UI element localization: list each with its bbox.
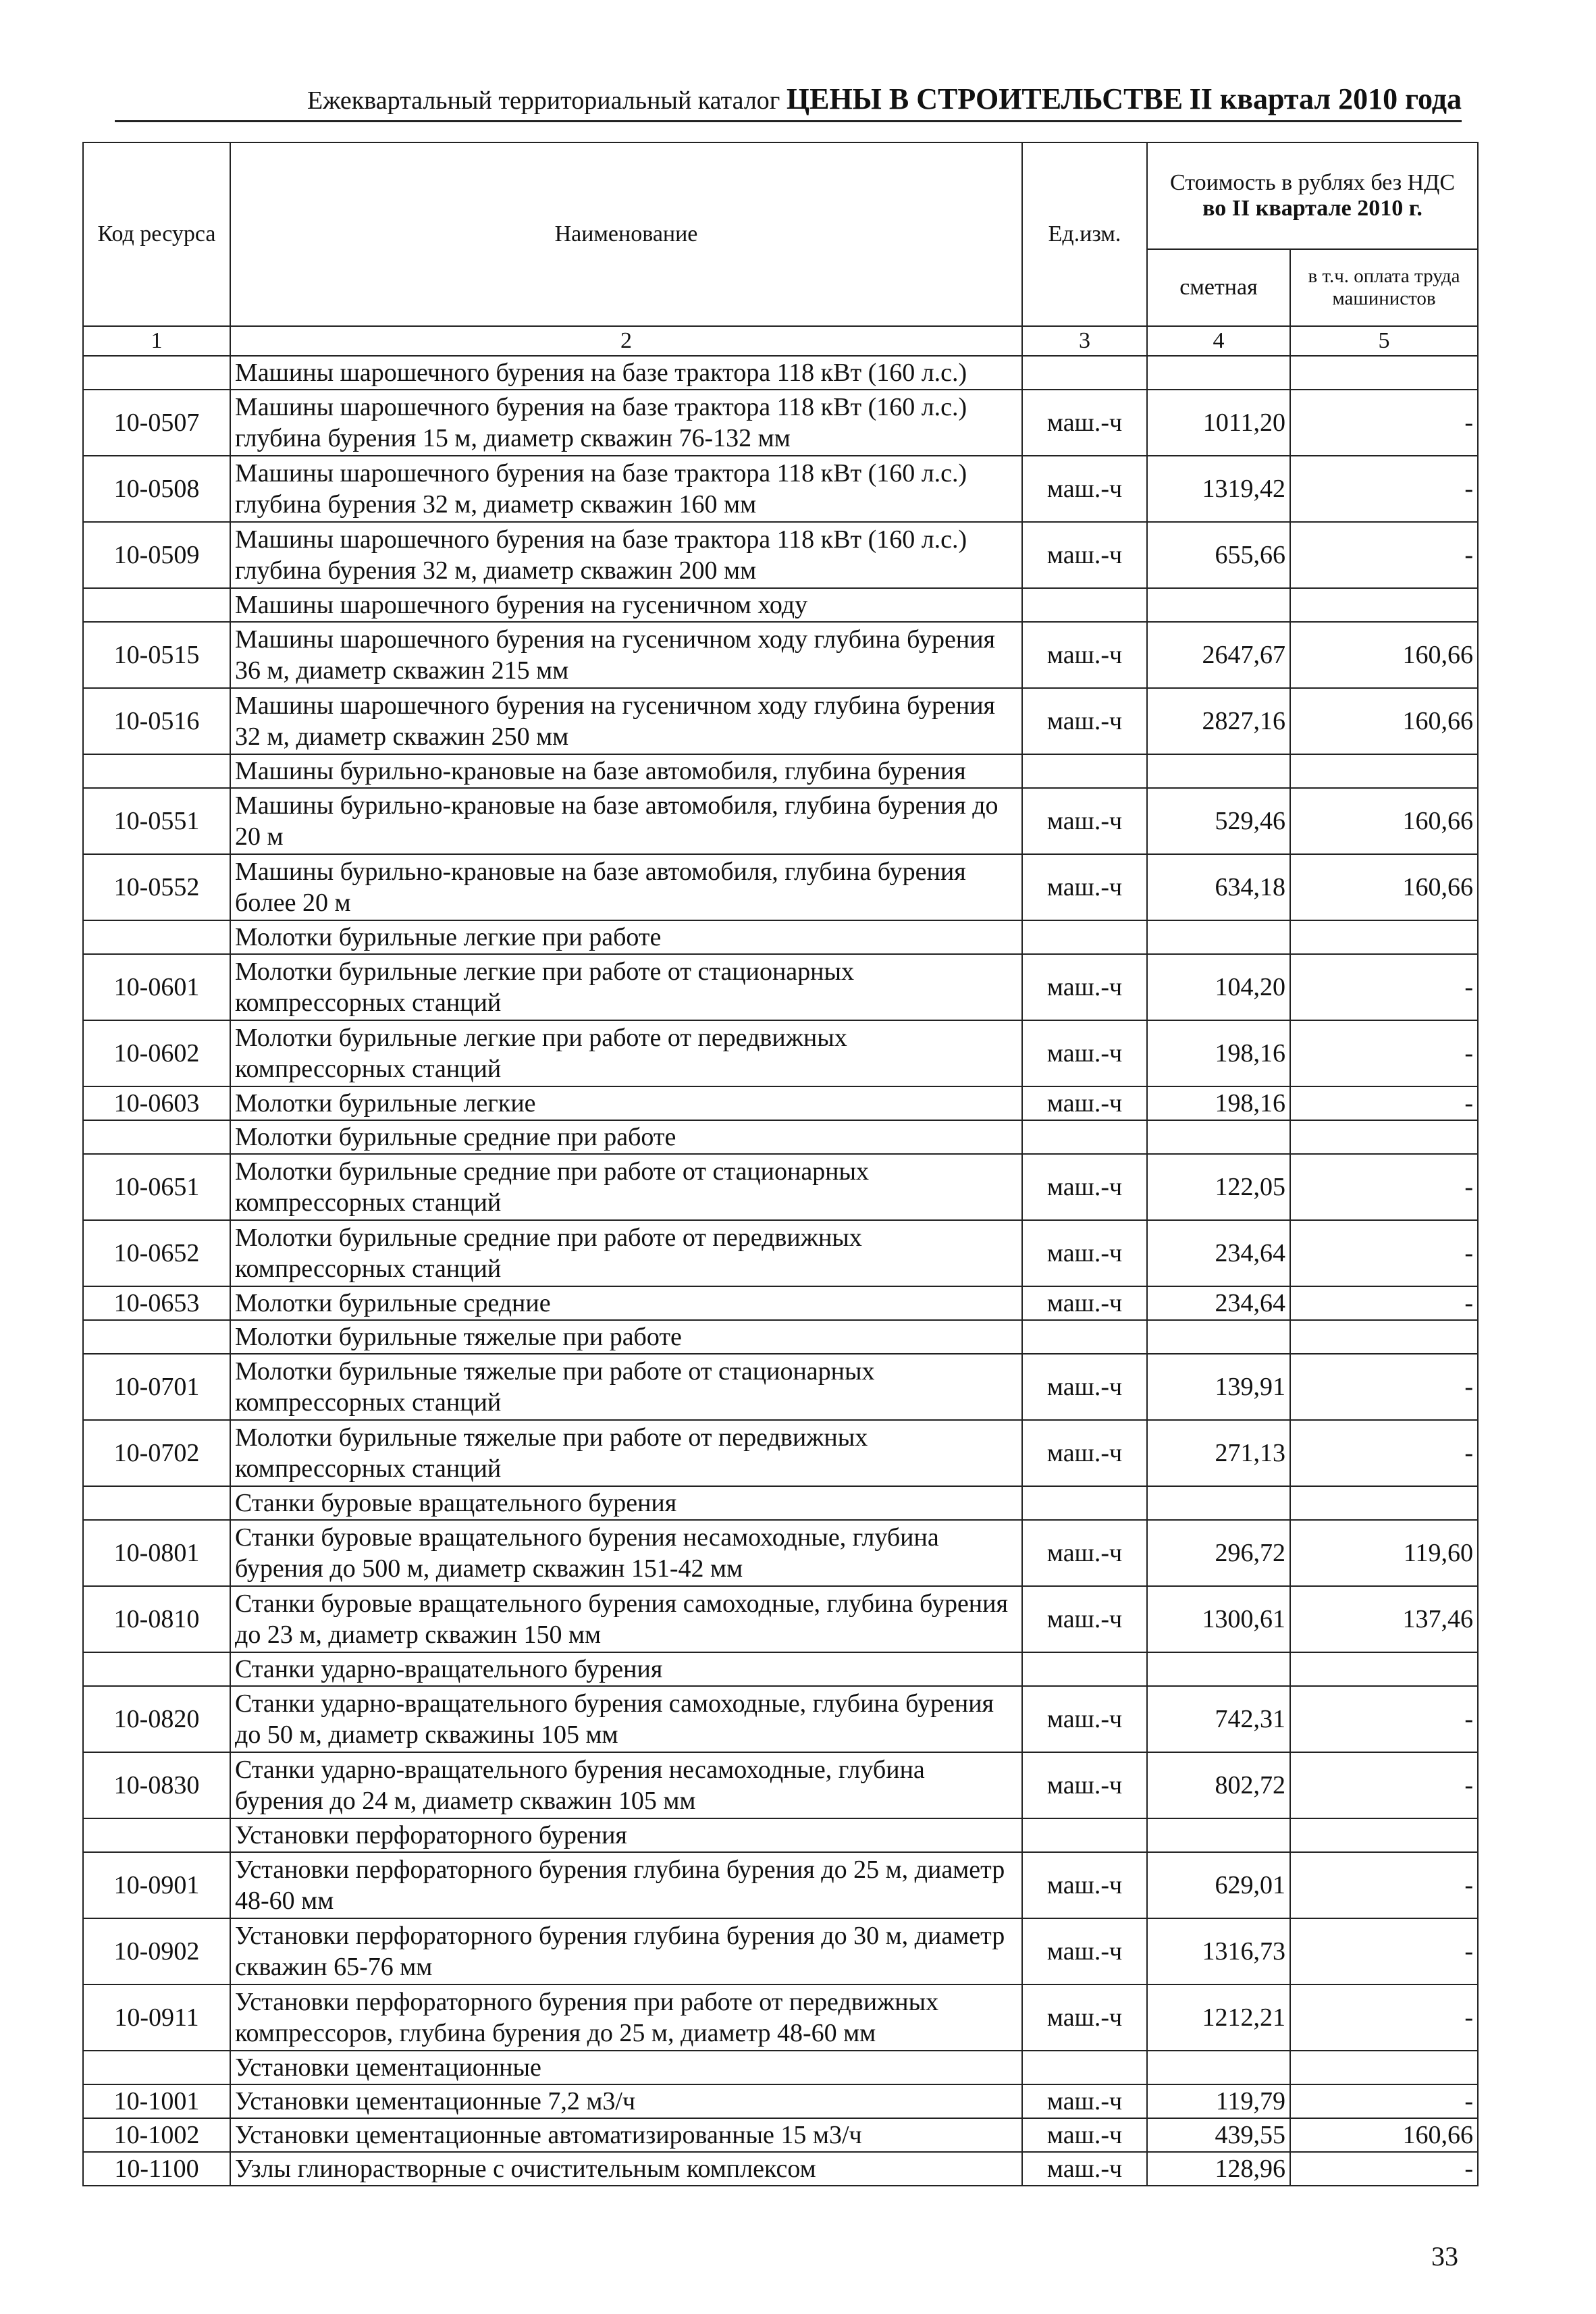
labor-cost: -: [1290, 1286, 1478, 1320]
resource-code: 10-1001: [83, 2084, 230, 2118]
resource-name: Установки перфораторного бурения глубина бурения до 30 м, диаметр скважин 65-76 мм: [230, 1918, 1022, 1984]
labor-cost: -: [1290, 1852, 1478, 1918]
labor-cost: -: [1290, 1154, 1478, 1220]
labor-cost: [1290, 2051, 1478, 2084]
resource-name: Молотки бурильные средние при работе от стационарных компрессорных станций: [230, 1154, 1022, 1220]
estimate-cost: [1147, 588, 1290, 622]
resource-name: Молотки бурильные средние: [230, 1286, 1022, 1320]
labor-cost: -: [1290, 1220, 1478, 1286]
unit-cell: маш.-ч: [1022, 1984, 1147, 2051]
resource-name: Машины шарошечного бурения на базе трактора 118 кВт (160 л.с.): [230, 356, 1022, 390]
page-header: [115, 80, 1462, 122]
table-row: [83, 2084, 1478, 2118]
estimate-cost: 1316,73: [1147, 1918, 1290, 1984]
estimate-cost: 629,01: [1147, 1852, 1290, 1918]
table-row: [83, 1286, 1478, 1320]
unit-cell: [1022, 1486, 1147, 1520]
labor-cost: -: [1290, 1686, 1478, 1752]
unit-cell: [1022, 1120, 1147, 1154]
group-header-row: [83, 1486, 1478, 1520]
col-labor-header: в т.ч. оплата труда машинистов: [1290, 249, 1478, 326]
table-row: [83, 1984, 1478, 2051]
resource-code: [83, 1120, 230, 1154]
estimate-cost: 198,16: [1147, 1020, 1290, 1086]
resource-code: [83, 920, 230, 954]
estimate-cost: 104,20: [1147, 954, 1290, 1020]
unit-cell: [1022, 1652, 1147, 1686]
labor-cost: 137,46: [1290, 1586, 1478, 1652]
unit-cell: [1022, 356, 1147, 390]
col-code-header: Код ресурса: [83, 142, 230, 326]
unit-cell: маш.-ч: [1022, 788, 1147, 854]
table-row: [83, 390, 1478, 456]
resource-code: [83, 356, 230, 390]
labor-cost: 160,66: [1290, 788, 1478, 854]
table-row: [83, 1520, 1478, 1586]
table-body: [83, 356, 1478, 2186]
resource-code: 10-0601: [83, 954, 230, 1020]
resource-code: 10-0701: [83, 1354, 230, 1420]
unit-cell: маш.-ч: [1022, 1354, 1147, 1420]
estimate-cost: 802,72: [1147, 1752, 1290, 1818]
column-number: 2: [230, 326, 1022, 356]
unit-cell: маш.-ч: [1022, 2152, 1147, 2186]
estimate-cost: 234,64: [1147, 1220, 1290, 1286]
estimate-cost: 1319,42: [1147, 456, 1290, 522]
estimate-cost: 1011,20: [1147, 390, 1290, 456]
estimate-cost: 198,16: [1147, 1086, 1290, 1120]
resource-code: 10-0653: [83, 1286, 230, 1320]
resource-name: Установки цементационные автоматизированные 15 м3/ч: [230, 2118, 1022, 2152]
group-header-row: [83, 588, 1478, 622]
column-number: 5: [1290, 326, 1478, 356]
resource-code: [83, 1486, 230, 1520]
resource-name: Станки буровые вращательного бурения самоходные, глубина бурения до 23 м, диаметр скважин 150 мм: [230, 1586, 1022, 1652]
resource-code: [83, 2051, 230, 2084]
resource-code: 10-0820: [83, 1686, 230, 1752]
estimate-cost: 439,55: [1147, 2118, 1290, 2152]
resource-name: Установки цементационные: [230, 2051, 1022, 2084]
labor-cost: -: [1290, 1752, 1478, 1818]
unit-cell: маш.-ч: [1022, 1420, 1147, 1486]
table-row: [83, 522, 1478, 588]
resource-code: 10-0801: [83, 1520, 230, 1586]
labor-cost: -: [1290, 522, 1478, 588]
unit-cell: [1022, 920, 1147, 954]
resource-name: Станки ударно-вращательного бурения несамоходные, глубина бурения до 24 м, диаметр скважин 105 мм: [230, 1752, 1022, 1818]
resource-code: 10-0902: [83, 1918, 230, 1984]
resource-code: 10-0702: [83, 1420, 230, 1486]
resource-code: [83, 588, 230, 622]
resource-code: 10-0551: [83, 788, 230, 854]
resource-code: 10-0507: [83, 390, 230, 456]
resource-name: Молотки бурильные легкие при работе: [230, 920, 1022, 954]
unit-cell: маш.-ч: [1022, 854, 1147, 920]
resource-name: Машины бурильно-крановые на базе автомобиля, глубина бурения: [230, 754, 1022, 788]
unit-cell: маш.-ч: [1022, 954, 1147, 1020]
table-row: [83, 688, 1478, 754]
labor-cost: -: [1290, 1354, 1478, 1420]
labor-cost: [1290, 1320, 1478, 1354]
resource-code: [83, 754, 230, 788]
table-row: [83, 1420, 1478, 1486]
resource-name: Узлы глинорастворные с очистительным комплексом: [230, 2152, 1022, 2186]
resource-name: Молотки бурильные легкие: [230, 1086, 1022, 1120]
labor-cost: -: [1290, 456, 1478, 522]
table-row: [83, 2152, 1478, 2186]
resource-name: Молотки бурильные тяжелые при работе: [230, 1320, 1022, 1354]
resource-code: 10-0516: [83, 688, 230, 754]
unit-cell: маш.-ч: [1022, 1220, 1147, 1286]
table-row: [83, 1852, 1478, 1918]
column-number: 1: [83, 326, 230, 356]
estimate-cost: 1212,21: [1147, 1984, 1290, 2051]
estimate-cost: 128,96: [1147, 2152, 1290, 2186]
resource-name: Машины шарошечного бурения на базе трактора 118 кВт (160 л.с.) глубина бурения 32 м, диаметр скважин 160 мм: [230, 456, 1022, 522]
estimate-cost: 1300,61: [1147, 1586, 1290, 1652]
unit-cell: маш.-ч: [1022, 1086, 1147, 1120]
unit-cell: маш.-ч: [1022, 1020, 1147, 1086]
table-row: [83, 954, 1478, 1020]
table-row: [83, 1752, 1478, 1818]
table-row: [83, 1354, 1478, 1420]
estimate-cost: [1147, 1320, 1290, 1354]
labor-cost: -: [1290, 1918, 1478, 1984]
resource-code: 10-0652: [83, 1220, 230, 1286]
unit-cell: маш.-ч: [1022, 1586, 1147, 1652]
resource-name: Молотки бурильные средние при работе: [230, 1120, 1022, 1154]
page-number: 33: [1431, 2241, 1458, 2271]
estimate-cost: [1147, 356, 1290, 390]
resource-name: Станки буровые вращательного бурения: [230, 1486, 1022, 1520]
resource-name: Установки цементационные 7,2 м3/ч: [230, 2084, 1022, 2118]
unit-cell: [1022, 588, 1147, 622]
resource-name: Молотки бурильные легкие при работе от стационарных компрессорных станций: [230, 954, 1022, 1020]
unit-cell: маш.-ч: [1022, 622, 1147, 688]
labor-cost: [1290, 754, 1478, 788]
group-header-row: [83, 1320, 1478, 1354]
estimate-cost: 742,31: [1147, 1686, 1290, 1752]
column-number: 4: [1147, 326, 1290, 356]
labor-cost: 160,66: [1290, 622, 1478, 688]
resource-code: 10-0810: [83, 1586, 230, 1652]
header-prefix: Ежеквартальный территориальный каталог: [307, 86, 780, 115]
resource-code: 10-0515: [83, 622, 230, 688]
resource-code: 10-0602: [83, 1020, 230, 1086]
estimate-cost: 234,64: [1147, 1286, 1290, 1320]
resource-code: [83, 1818, 230, 1852]
table-row: [83, 1154, 1478, 1220]
table-row: [83, 1020, 1478, 1086]
estimate-cost: [1147, 1818, 1290, 1852]
resource-code: 10-0552: [83, 854, 230, 920]
unit-cell: маш.-ч: [1022, 2084, 1147, 2118]
resource-code: 10-0830: [83, 1752, 230, 1818]
unit-cell: [1022, 1818, 1147, 1852]
labor-cost: [1290, 1652, 1478, 1686]
resource-name: Станки буровые вращательного бурения несамоходные, глубина бурения до 500 м, диаметр скважин 151-42 мм: [230, 1520, 1022, 1586]
group-header-row: [83, 1120, 1478, 1154]
labor-cost: 160,66: [1290, 688, 1478, 754]
estimate-cost: 119,79: [1147, 2084, 1290, 2118]
estimate-cost: [1147, 1652, 1290, 1686]
table-row: [83, 456, 1478, 522]
group-header-row: [83, 1652, 1478, 1686]
estimate-cost: [1147, 2051, 1290, 2084]
col-unit-header: Ед.изм.: [1022, 142, 1147, 326]
resource-code: [83, 1652, 230, 1686]
resource-code: 10-1002: [83, 2118, 230, 2152]
labor-cost: [1290, 588, 1478, 622]
column-numbers-row: [83, 326, 1478, 356]
labor-cost: [1290, 1818, 1478, 1852]
resource-code: 10-0509: [83, 522, 230, 588]
group-header-row: [83, 356, 1478, 390]
estimate-cost: [1147, 1486, 1290, 1520]
resource-name: Станки ударно-вращательного бурения самоходные, глубина бурения до 50 м, диаметр скважины 105 мм: [230, 1686, 1022, 1752]
unit-cell: маш.-ч: [1022, 2118, 1147, 2152]
resource-name: Машины шарошечного бурения на гусеничном ходу глубина бурения 32 м, диаметр скважин 250 мм: [230, 688, 1022, 754]
unit-cell: маш.-ч: [1022, 456, 1147, 522]
resource-name: Молотки бурильные тяжелые при работе от стационарных компрессорных станций: [230, 1354, 1022, 1420]
unit-cell: маш.-ч: [1022, 1154, 1147, 1220]
header-title: ЦЕНЫ В СТРОИТЕЛЬСТВЕ: [786, 82, 1183, 115]
cost-header-line1: Стоимость в рублях без НДС: [1169, 170, 1456, 195]
estimate-cost: [1147, 754, 1290, 788]
estimate-cost: 139,91: [1147, 1354, 1290, 1420]
labor-cost: [1290, 1486, 1478, 1520]
labor-cost: -: [1290, 390, 1478, 456]
unit-cell: маш.-ч: [1022, 1852, 1147, 1918]
unit-cell: маш.-ч: [1022, 688, 1147, 754]
resource-code: 10-0901: [83, 1852, 230, 1918]
estimate-cost: 271,13: [1147, 1420, 1290, 1486]
estimate-cost: 2647,67: [1147, 622, 1290, 688]
table-row: [83, 1586, 1478, 1652]
unit-cell: [1022, 754, 1147, 788]
labor-cost: -: [1290, 1420, 1478, 1486]
col-estimate-header: сметная: [1147, 249, 1290, 326]
unit-cell: [1022, 1320, 1147, 1354]
labor-cost: -: [1290, 1984, 1478, 2051]
labor-cost: [1290, 356, 1478, 390]
unit-cell: [1022, 2051, 1147, 2084]
resource-name: Машины шарошечного бурения на базе трактора 118 кВт (160 л.с.) глубина бурения 15 м, диаметр скважин 76-132 мм: [230, 390, 1022, 456]
table-row: [83, 1686, 1478, 1752]
estimate-cost: 122,05: [1147, 1154, 1290, 1220]
table-row: [83, 788, 1478, 854]
resource-code: 10-0651: [83, 1154, 230, 1220]
table-header: [83, 142, 1478, 356]
unit-cell: маш.-ч: [1022, 1918, 1147, 1984]
resource-name: Молотки бурильные средние при работе от передвижных компрессорных станций: [230, 1220, 1022, 1286]
estimate-cost: [1147, 1120, 1290, 1154]
table-row: [83, 1086, 1478, 1120]
resource-name: Установки перфораторного бурения: [230, 1818, 1022, 1852]
unit-cell: маш.-ч: [1022, 1752, 1147, 1818]
labor-cost: -: [1290, 2084, 1478, 2118]
labor-cost: [1290, 1120, 1478, 1154]
labor-cost: -: [1290, 1086, 1478, 1120]
resource-name: Станки ударно-вращательного бурения: [230, 1652, 1022, 1686]
group-header-row: [83, 2051, 1478, 2084]
table-row: [83, 1220, 1478, 1286]
table-row: [83, 2118, 1478, 2152]
table-row: [83, 1918, 1478, 1984]
labor-cost: 160,66: [1290, 2118, 1478, 2152]
resource-name: Установки перфораторного бурения глубина бурения до 25 м, диаметр 48-60 мм: [230, 1852, 1022, 1918]
labor-cost: -: [1290, 1020, 1478, 1086]
unit-cell: маш.-ч: [1022, 522, 1147, 588]
header-period: II квартал 2010 года: [1189, 82, 1462, 115]
resource-name: Машины бурильно-крановые на базе автомобиля, глубина бурения до 20 м: [230, 788, 1022, 854]
unit-cell: маш.-ч: [1022, 1520, 1147, 1586]
header-text: [307, 82, 1462, 116]
unit-cell: маш.-ч: [1022, 390, 1147, 456]
resource-name: Машины шарошечного бурения на базе трактора 118 кВт (160 л.с.) глубина бурения 32 м, диаметр скважин 200 мм: [230, 522, 1022, 588]
price-table: [82, 142, 1479, 2186]
resource-code: 10-0508: [83, 456, 230, 522]
table-row: [83, 622, 1478, 688]
group-header-row: [83, 920, 1478, 954]
resource-name: Машины бурильно-крановые на базе автомобиля, глубина бурения более 20 м: [230, 854, 1022, 920]
estimate-cost: [1147, 920, 1290, 954]
table-row: [83, 854, 1478, 920]
unit-cell: маш.-ч: [1022, 1286, 1147, 1320]
estimate-cost: 634,18: [1147, 854, 1290, 920]
col-name-header: Наименование: [230, 142, 1022, 326]
cost-header-line2: во II квартале 2010 г.: [1202, 196, 1422, 221]
col-cost-header: [1147, 142, 1478, 249]
resource-code: [83, 1320, 230, 1354]
group-header-row: [83, 1818, 1478, 1852]
resource-code: 10-0603: [83, 1086, 230, 1120]
labor-cost: -: [1290, 954, 1478, 1020]
estimate-cost: 655,66: [1147, 522, 1290, 588]
estimate-cost: 2827,16: [1147, 688, 1290, 754]
group-header-row: [83, 754, 1478, 788]
resource-name: Молотки бурильные легкие при работе от передвижных компрессорных станций: [230, 1020, 1022, 1086]
resource-name: Машины шарошечного бурения на гусеничном ходу глубина бурения 36 м, диаметр скважин 215 мм: [230, 622, 1022, 688]
resource-name: Установки перфораторного бурения при работе от передвижных компрессоров, глубина бурения до 25 м, диаметр 48-60 мм: [230, 1984, 1022, 2051]
labor-cost: [1290, 920, 1478, 954]
resource-name: Молотки бурильные тяжелые при работе от передвижных компрессорных станций: [230, 1420, 1022, 1486]
estimate-cost: 296,72: [1147, 1520, 1290, 1586]
labor-cost: 119,60: [1290, 1520, 1478, 1586]
estimate-cost: 529,46: [1147, 788, 1290, 854]
labor-cost: -: [1290, 2152, 1478, 2186]
resource-name: Машины шарошечного бурения на гусеничном ходу: [230, 588, 1022, 622]
resource-code: 10-0911: [83, 1984, 230, 2051]
unit-cell: маш.-ч: [1022, 1686, 1147, 1752]
column-number: 3: [1022, 326, 1147, 356]
resource-code: 10-1100: [83, 2152, 230, 2186]
labor-cost: 160,66: [1290, 854, 1478, 920]
